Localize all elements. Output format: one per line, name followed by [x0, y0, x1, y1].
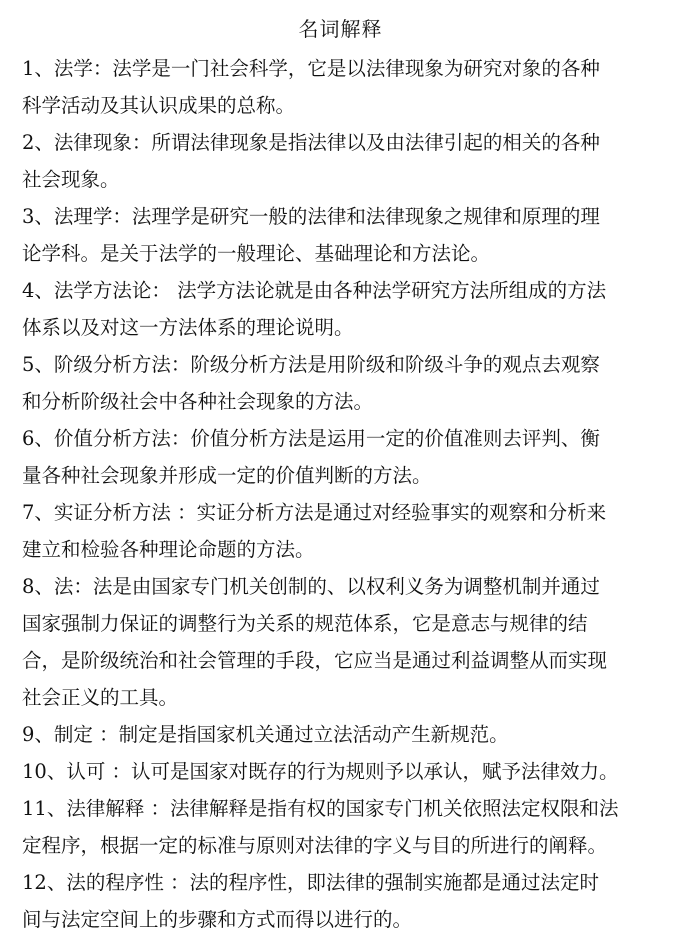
definition-line: 论学科。是关于法学的一般理论、基础理论和方法论。 [22, 242, 491, 265]
definition-line: 1、法学：法学是一门社会科学，它是以法律现象为研究对象的各种 [22, 57, 600, 80]
definition-entry-10 [22, 753, 659, 790]
definition-entry-1 [22, 50, 659, 124]
definition-line: 体系以及对这一方法体系的理论说明。 [22, 316, 354, 339]
definition-line: 2、法律现象：所谓法律现象是指法律以及由法律引起的相关的各种 [22, 131, 600, 154]
definition-entry-5 [22, 346, 659, 420]
definition-entry-11 [22, 790, 659, 864]
definition-entry-2 [22, 124, 659, 198]
definition-line: 社会现象。 [22, 168, 120, 191]
definition-line: 和分析阶级社会中各种社会现象的方法。 [22, 390, 374, 413]
definition-line: 10、认可 ：认可是国家对既存的行为规则予以承认，赋予法律效力。 [22, 760, 619, 783]
definition-entry-4 [22, 272, 659, 346]
definition-line: 11、法律解释 ：法律解释是指有权的国家专门机关依照法定权限和法 [22, 797, 619, 820]
definition-line: 4、法学方法论： 法学方法论就是由各种法学研究方法所组成的方法 [22, 279, 607, 302]
definition-line: 3、法理学：法理学是研究一般的法律和法律现象之规律和原理的理 [22, 205, 600, 228]
definition-entry-8 [22, 568, 659, 716]
definition-entry-3 [22, 198, 659, 272]
definition-line: 6、价值分析方法：价值分析方法是运用一定的价值准则去评判、衡 [22, 427, 600, 450]
definition-line: 社会正义的工具。 [22, 686, 179, 709]
definition-line: 7、实证分析方法 ：实证分析方法是通过对经验事实的观察和分析来 [22, 501, 607, 524]
definition-line: 国家强制力保证的调整行为关系的规范体系，它是意志与规律的结 [22, 612, 588, 635]
document-title: 名词解释 [298, 17, 383, 41]
definition-line: 合，是阶级统治和社会管理的手段，它应当是通过利益调整从而实现 [22, 649, 608, 672]
definition-line: 5、阶级分析方法：阶级分析方法是用阶级和阶级斗争的观点去观察 [22, 353, 600, 376]
definition-entry-12 [22, 864, 659, 938]
definition-line: 建立和检验各种理论命题的方法。 [22, 538, 315, 561]
definition-line: 量各种社会现象并形成一定的价值判断的方法。 [22, 464, 432, 487]
definition-line: 8、法：法是由国家专门机关创制的、以权利义务为调整机制并通过 [22, 575, 600, 598]
definition-line: 9、制定 ：制定是指国家机关通过立法活动产生新规范。 [22, 723, 509, 746]
definition-entry-9 [22, 716, 659, 753]
definition-line: 定程序，根据一定的标准与原则对法律的字义与目的所进行的阐释。 [22, 834, 608, 857]
definition-entry-7 [22, 494, 659, 568]
definition-line: 间与法定空间上的步骤和方式而得以进行的。 [22, 908, 413, 931]
definition-line: 12、法的程序性 ：法的程序性，即法律的强制实施都是通过法定时 [22, 871, 600, 894]
definition-line: 科学活动及其认识成果的总称。 [22, 94, 296, 117]
definitions-list [22, 50, 659, 938]
definition-entry-6 [22, 420, 659, 494]
